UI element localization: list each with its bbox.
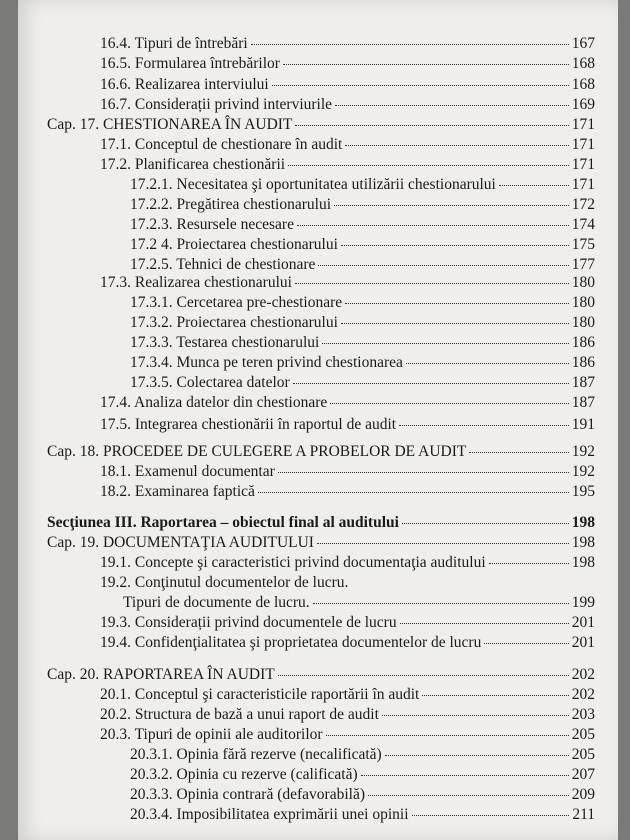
toc-entry (100, 462, 595, 482)
toc-entry-title: 19.2. Conţinutul documentelor de lucru. (100, 574, 349, 591)
toc-entry-title: 18.1. Examenul documentar (100, 463, 275, 480)
dot-leader (251, 44, 569, 45)
toc-entry-title: 17.2. Planificarea chestionării (100, 156, 286, 173)
dot-leader (368, 795, 569, 796)
dot-leader (334, 205, 569, 206)
toc-entry (100, 95, 595, 115)
toc-entry (47, 442, 595, 462)
toc-entry (100, 155, 595, 175)
toc-entry-page-number: 168 (571, 55, 595, 72)
toc-entry (47, 513, 595, 533)
toc-entry-page-number: 202 (571, 666, 595, 683)
toc-entry-title: 17.3.5. Colectarea datelor (130, 374, 290, 391)
dot-leader (400, 623, 569, 624)
toc-entry-page-number: 168 (571, 76, 595, 93)
dot-leader (484, 643, 568, 644)
dot-leader (361, 775, 569, 776)
toc-entry (130, 195, 595, 215)
toc-entry-page-number: 174 (571, 216, 595, 233)
toc-entry-page-number: 191 (571, 416, 595, 433)
toc-entry-page-number: 171 (571, 116, 595, 133)
dot-leader (318, 265, 568, 266)
toc-entry (100, 54, 595, 74)
toc-entry (130, 805, 595, 825)
dot-leader (295, 125, 568, 126)
toc-entry-title: 16.7. Considerații privind interviurile (100, 96, 333, 113)
toc-entry (130, 175, 595, 195)
toc-entry-page-number: 209 (571, 786, 595, 803)
toc-entry-page-number: 192 (571, 443, 595, 460)
toc-entry (130, 255, 595, 275)
toc-entry-title: 17.2.3. Resursele necesare (130, 216, 294, 233)
toc-entry (100, 685, 595, 705)
toc-entry-title: Tipuri de documente de lucru. (123, 594, 310, 611)
toc-entry-page-number: 186 (571, 334, 595, 351)
toc-entry-page-number: 171 (571, 136, 595, 153)
toc-entry (47, 533, 595, 553)
toc-entry-page-number: 171 (571, 156, 595, 173)
dot-leader (293, 383, 569, 384)
toc-entry-page-number: 187 (571, 374, 595, 391)
dot-leader (385, 755, 569, 756)
toc-entry (100, 573, 348, 593)
dot-leader (278, 675, 569, 676)
toc-entry (130, 373, 595, 393)
toc-entry-page-number: 198 (571, 534, 595, 551)
toc-entry-page-number: 192 (571, 463, 595, 480)
toc-entry-title: 20.2. Structura de bază a unui raport de audit (100, 706, 379, 723)
dot-leader (412, 815, 570, 816)
toc-entry-page-number: 167 (571, 35, 595, 52)
toc-entry (100, 705, 595, 725)
toc-entry-page-number: 199 (571, 594, 595, 611)
toc-entry-title: 17.3.2. Proiectarea chestionarului (130, 314, 338, 331)
dot-leader (345, 145, 568, 146)
toc-entry-title: 17.2.2. Pregătirea chestionarului (130, 196, 332, 213)
toc-entry-title: 20.3.1. Opinia fără rezerve (necalificată) (130, 746, 382, 763)
dot-leader (402, 523, 569, 524)
toc-entry (100, 393, 595, 413)
dot-leader (406, 363, 569, 364)
toc-entry-page-number: 211 (572, 806, 595, 823)
dot-leader (278, 472, 569, 473)
toc-entry-page-number: 205 (571, 746, 595, 763)
toc-entry-title: 16.5. Formularea întrebărilor (100, 55, 280, 72)
toc-entry (130, 215, 595, 235)
toc-entry-page-number: 180 (571, 274, 595, 291)
toc-entry-page-number: 171 (571, 176, 595, 193)
toc-entry-title: Cap. 19. DOCUMENTAŢIA AUDITULUI (47, 534, 314, 551)
toc-entry (100, 482, 595, 502)
dot-leader (326, 735, 569, 736)
dot-leader (272, 85, 569, 86)
toc-entry-page-number: 202 (571, 686, 595, 703)
dot-leader (341, 245, 569, 246)
toc-entry-title: 16.4. Tipuri de întrebări (100, 35, 248, 52)
toc-entry (130, 765, 595, 785)
dot-leader (399, 425, 569, 426)
table-of-contents (18, 0, 618, 840)
dot-leader (489, 563, 569, 564)
dot-leader (335, 105, 569, 106)
toc-entry-title: 17.3.3. Testarea chestionarului (130, 334, 320, 351)
dot-leader (341, 323, 569, 324)
toc-entry-title: Cap. 20. RAPORTAREA ÎN AUDIT (47, 666, 275, 683)
toc-entry (100, 613, 595, 633)
toc-entry-title: 17.2.5. Tehnici de chestionare (130, 256, 316, 273)
toc-entry-page-number: 205 (571, 726, 595, 743)
toc-entry (100, 415, 595, 435)
toc-entry (130, 333, 595, 353)
toc-entry-page-number: 177 (571, 256, 595, 273)
toc-entry-title: 18.2. Examinarea faptică (100, 483, 255, 500)
dot-leader (313, 603, 569, 604)
toc-entry-page-number: 207 (571, 766, 595, 783)
toc-entry-title: 17.5. Integrarea chestionării în raportul de audit (100, 416, 397, 433)
dot-leader (382, 715, 569, 716)
dot-leader (422, 695, 568, 696)
toc-entry (100, 135, 595, 155)
toc-entry (47, 665, 595, 685)
dot-leader (499, 185, 569, 186)
toc-entry-title: Cap. 17. CHESTIONAREA ÎN AUDIT (47, 116, 293, 133)
toc-entry (130, 745, 595, 765)
toc-entry-page-number: 169 (571, 96, 595, 113)
toc-entry-title: Cap. 18. PROCEDEE DE CULEGERE A PROBELOR DE AUDIT (47, 443, 467, 460)
toc-entry-title: 17.2 4. Proiectarea chestionarului (130, 236, 338, 253)
toc-entry (47, 115, 595, 135)
toc-entry-page-number: 186 (571, 354, 595, 371)
dot-leader (330, 403, 568, 404)
toc-entry-title: 19.3. Considerații privind documentele de lucru (100, 614, 397, 631)
toc-entry-title: 17.3. Realizarea chestionarului (100, 274, 292, 291)
toc-entry-page-number: 195 (571, 483, 595, 500)
book-page (18, 0, 618, 840)
toc-entry-title: 20.1. Conceptul şi caracteristicile raportării în audit (100, 686, 420, 703)
toc-entry-title: 19.1. Concepte şi caracteristici privind documentaţia auditului (100, 554, 486, 571)
toc-entry (100, 553, 595, 573)
toc-entry-title: 17.3.1. Cercetarea pre-chestionare (130, 294, 343, 311)
toc-entry (100, 725, 595, 745)
dot-leader (297, 225, 569, 226)
toc-entry-page-number: 198 (571, 554, 595, 571)
dot-leader (288, 165, 569, 166)
toc-entry (123, 593, 595, 613)
toc-entry-title: Secţiunea III. Raportarea – obiectul final al auditului (47, 514, 399, 531)
toc-entry (130, 293, 595, 313)
toc-entry-page-number: 187 (571, 394, 595, 411)
toc-entry-page-number: 180 (571, 294, 595, 311)
toc-entry-page-number: 180 (571, 314, 595, 331)
toc-entry-page-number: 201 (571, 634, 595, 651)
toc-entry-page-number: 172 (571, 196, 595, 213)
toc-entry (130, 353, 595, 373)
dot-leader (295, 283, 569, 284)
toc-entry (130, 785, 595, 805)
toc-entry (100, 633, 595, 653)
toc-entry-page-number: 201 (571, 614, 595, 631)
toc-entry-page-number: 198 (571, 514, 595, 531)
toc-entry-title: 19.4. Confidenţialitatea şi proprietatea documentelor de lucru (100, 634, 482, 651)
dot-leader (469, 452, 568, 453)
toc-entry-title: 17.2.1. Necesitatea şi oportunitatea utilizării chestionarului (130, 176, 496, 193)
toc-entry (100, 75, 595, 95)
toc-entry (100, 273, 595, 293)
toc-entry (130, 313, 595, 333)
toc-entry-page-number: 175 (571, 236, 595, 253)
toc-entry-title: 20.3. Tipuri de opinii ale auditorilor (100, 726, 323, 743)
toc-entry-title: 20.3.4. Imposibilitatea exprimării unei opinii (130, 806, 409, 823)
dot-leader (283, 64, 569, 65)
dot-leader (345, 303, 569, 304)
toc-entry (100, 34, 595, 54)
toc-entry-title: 20.3.2. Opinia cu rezerve (calificată) (130, 766, 358, 783)
toc-entry-title: 16.6. Realizarea interviului (100, 76, 269, 93)
toc-entry-title: 20.3.3. Opinia contrară (defavorabilă) (130, 786, 365, 803)
dot-leader (322, 343, 568, 344)
toc-entry-title: 17.3.4. Munca pe teren privind chestionarea (130, 354, 403, 371)
toc-entry-title: 17.4. Analiza datelor din chestionare (100, 394, 328, 411)
dot-leader (258, 492, 569, 493)
toc-entry (130, 235, 595, 255)
toc-entry-title: 17.1. Conceptul de chestionare în audit (100, 136, 343, 153)
toc-entry-page-number: 203 (571, 706, 595, 723)
dot-leader (317, 543, 569, 544)
